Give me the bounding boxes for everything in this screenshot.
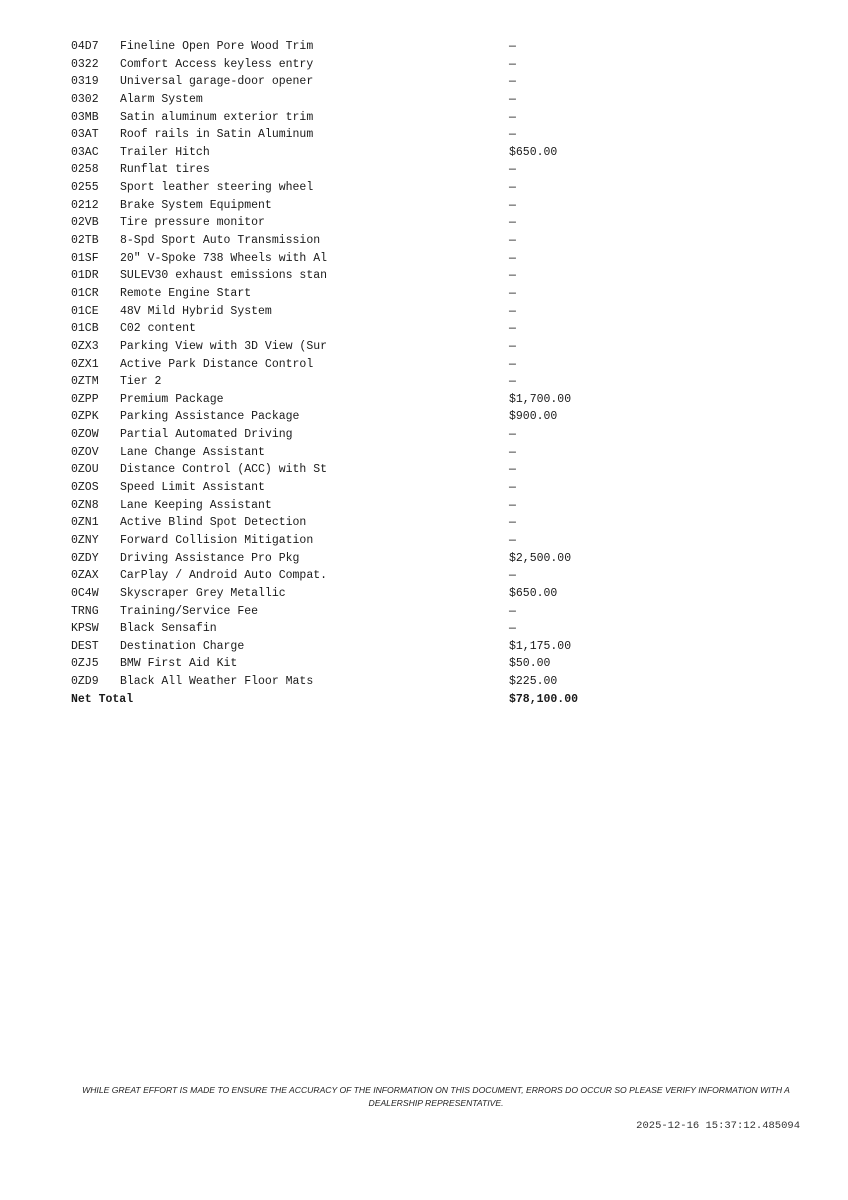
option-code: 01DR (71, 269, 99, 283)
option-code: 03AT (71, 128, 99, 142)
option-price: — (509, 163, 516, 177)
options-table (71, 38, 611, 708)
option-code: 0ZPK (71, 410, 99, 424)
option-row (71, 38, 611, 56)
net-total-row (71, 691, 611, 709)
option-description: Remote Engine Start (120, 286, 252, 300)
option-price: $1,700.00 (509, 392, 572, 406)
option-row (71, 603, 611, 621)
option-description: Parking Assistance Package (120, 410, 300, 424)
option-row (71, 109, 611, 127)
option-price: $900.00 (509, 410, 558, 424)
option-row (71, 532, 611, 550)
option-code: 03AC (71, 145, 99, 159)
option-description: Alarm System (120, 92, 203, 106)
option-description: 48V Mild Hybrid System (120, 304, 272, 318)
option-description: 8-Spd Sport Auto Transmission (120, 234, 321, 248)
option-code: 0ZNY (71, 533, 99, 547)
option-code: 01SF (71, 251, 99, 265)
option-row (71, 461, 611, 479)
option-code: 03MB (71, 110, 99, 124)
option-price: — (509, 498, 516, 512)
option-row (71, 179, 611, 197)
option-description: C02 content (120, 322, 196, 336)
option-description: Training/Service Fee (120, 604, 259, 618)
option-code: 0ZOU (71, 463, 99, 477)
option-code: 0ZPP (71, 392, 99, 406)
option-row (71, 356, 611, 374)
option-code: 0ZX1 (71, 357, 99, 371)
option-price: — (509, 481, 516, 495)
option-price: — (509, 463, 516, 477)
option-price: — (509, 516, 516, 530)
option-description: Runflat tires (120, 163, 210, 177)
option-row (71, 214, 611, 232)
option-code: 0302 (71, 92, 99, 106)
option-code: 01CR (71, 286, 99, 300)
option-code: 0C4W (71, 586, 99, 600)
option-price: — (509, 216, 516, 230)
option-row (71, 338, 611, 356)
option-row (71, 673, 611, 691)
option-row (71, 144, 611, 162)
option-price: $1,175.00 (509, 639, 572, 653)
option-row (71, 73, 611, 91)
option-row (71, 444, 611, 462)
option-description: Destination Charge (120, 639, 245, 653)
option-row (71, 285, 611, 303)
net-total-label: Net Total (71, 692, 134, 706)
option-price: — (509, 375, 516, 389)
option-code: 0ZDY (71, 551, 99, 565)
option-code: 0ZJ5 (71, 657, 99, 671)
option-description: Satin aluminum exterior trim (120, 110, 314, 124)
option-code: 0ZN1 (71, 516, 99, 530)
option-code: TRNG (71, 604, 99, 618)
option-code: 04D7 (71, 40, 99, 53)
option-description: Universal garage-door opener (120, 75, 314, 89)
option-row (71, 620, 611, 638)
option-description: Active Blind Spot Detection (120, 516, 307, 530)
option-price: — (509, 198, 516, 212)
option-code: KPSW (71, 622, 99, 636)
option-code: 0322 (71, 57, 99, 71)
option-row (71, 197, 611, 215)
option-code: 0ZN8 (71, 498, 99, 512)
option-price: — (509, 40, 516, 53)
option-code: 02VB (71, 216, 99, 230)
option-price: $225.00 (509, 675, 558, 689)
option-description: Parking View with 3D View (Sur (120, 339, 328, 353)
option-row (71, 373, 611, 391)
option-code: 02TB (71, 234, 99, 248)
option-price: — (509, 622, 516, 636)
option-description: Sport leather steering wheel (120, 181, 314, 195)
option-price: — (509, 339, 516, 353)
option-row (71, 550, 611, 568)
option-price: — (509, 604, 516, 618)
option-description: Lane Keeping Assistant (120, 498, 272, 512)
option-price: — (509, 428, 516, 442)
option-price: — (509, 445, 516, 459)
option-price: — (509, 251, 516, 265)
option-description: Active Park Distance Control (120, 357, 314, 371)
option-row (71, 303, 611, 321)
option-description: Distance Control (ACC) with St (120, 463, 328, 477)
option-row (71, 267, 611, 285)
option-row (71, 514, 611, 532)
option-description: CarPlay / Android Auto Compat. (120, 569, 328, 583)
option-price: — (509, 181, 516, 195)
option-description: Tire pressure monitor (120, 216, 265, 230)
option-description: Black All Weather Floor Mats (120, 675, 314, 689)
option-description: Driving Assistance Pro Pkg (120, 551, 300, 565)
option-code: 0ZOV (71, 445, 99, 459)
option-code: 0ZOW (71, 428, 99, 442)
timestamp: 2025-12-16 15:37:12.485094 (636, 1120, 800, 1132)
option-code: 0ZD9 (71, 675, 99, 689)
option-price: — (509, 304, 516, 318)
option-description: BMW First Aid Kit (120, 657, 238, 671)
option-price: — (509, 234, 516, 248)
option-price: $650.00 (509, 145, 558, 159)
option-description: Partial Automated Driving (120, 428, 293, 442)
option-code: DEST (71, 639, 99, 653)
option-row (71, 320, 611, 338)
option-row (71, 232, 611, 250)
option-price: — (509, 57, 516, 71)
option-row (71, 391, 611, 409)
option-description: Black Sensafin (120, 622, 217, 636)
option-row (71, 250, 611, 268)
option-price: — (509, 269, 516, 283)
option-description: Fineline Open Pore Wood Trim (120, 40, 314, 53)
option-code: 0212 (71, 198, 99, 212)
option-row (71, 161, 611, 179)
option-row (71, 91, 611, 109)
option-description: Roof rails in Satin Aluminum (120, 128, 314, 142)
option-description: Comfort Access keyless entry (120, 57, 314, 71)
option-code: 0ZTM (71, 375, 99, 389)
option-description: 20" V-Spoke 738 Wheels with Al (120, 251, 328, 265)
option-code: 0258 (71, 163, 99, 177)
option-code: 0ZOS (71, 481, 99, 495)
option-description: Lane Change Assistant (120, 445, 265, 459)
option-description: Premium Package (120, 392, 224, 406)
net-total-value: $78,100.00 (509, 692, 579, 706)
option-row (71, 479, 611, 497)
option-description: Brake System Equipment (120, 198, 272, 212)
option-code: 01CE (71, 304, 99, 318)
option-price: — (509, 286, 516, 300)
option-price: — (509, 533, 516, 547)
option-code: 0319 (71, 75, 99, 89)
option-row (71, 426, 611, 444)
option-price: — (509, 322, 516, 336)
option-description: SULEV30 exhaust emissions stan (120, 269, 328, 283)
option-row (71, 567, 611, 585)
option-row (71, 56, 611, 74)
option-description: Skyscraper Grey Metallic (120, 586, 286, 600)
option-description: Speed Limit Assistant (120, 481, 265, 495)
option-price: — (509, 75, 516, 89)
option-description: Tier 2 (120, 375, 162, 389)
option-price: — (509, 569, 516, 583)
option-price: $650.00 (509, 586, 558, 600)
option-row (71, 408, 611, 426)
option-price: — (509, 128, 516, 142)
option-rows (71, 38, 611, 691)
option-row (71, 655, 611, 673)
option-row (71, 126, 611, 144)
option-code: 01CB (71, 322, 99, 336)
option-code: 0ZAX (71, 569, 99, 583)
option-row (71, 497, 611, 515)
option-description: Trailer Hitch (120, 145, 210, 159)
disclaimer: WHILE GREAT EFFORT IS MADE TO ENSURE THE ACCURACY OF THE INFORMATION ON THIS DOCUMENT, ERRORS DO OCCUR SO PLEASE VERIFY INFORMATION WITH A DEALERSHIP REPRESENTATIVE. (82, 1085, 790, 1108)
option-row (71, 638, 611, 656)
option-description: Forward Collision Mitigation (120, 533, 314, 547)
option-price: — (509, 357, 516, 371)
option-price: $2,500.00 (509, 551, 572, 565)
option-price: — (509, 110, 516, 124)
option-code: 0ZX3 (71, 339, 99, 353)
option-code: 0255 (71, 181, 99, 195)
option-row (71, 585, 611, 603)
option-price: — (509, 92, 516, 106)
option-price: $50.00 (509, 657, 551, 671)
